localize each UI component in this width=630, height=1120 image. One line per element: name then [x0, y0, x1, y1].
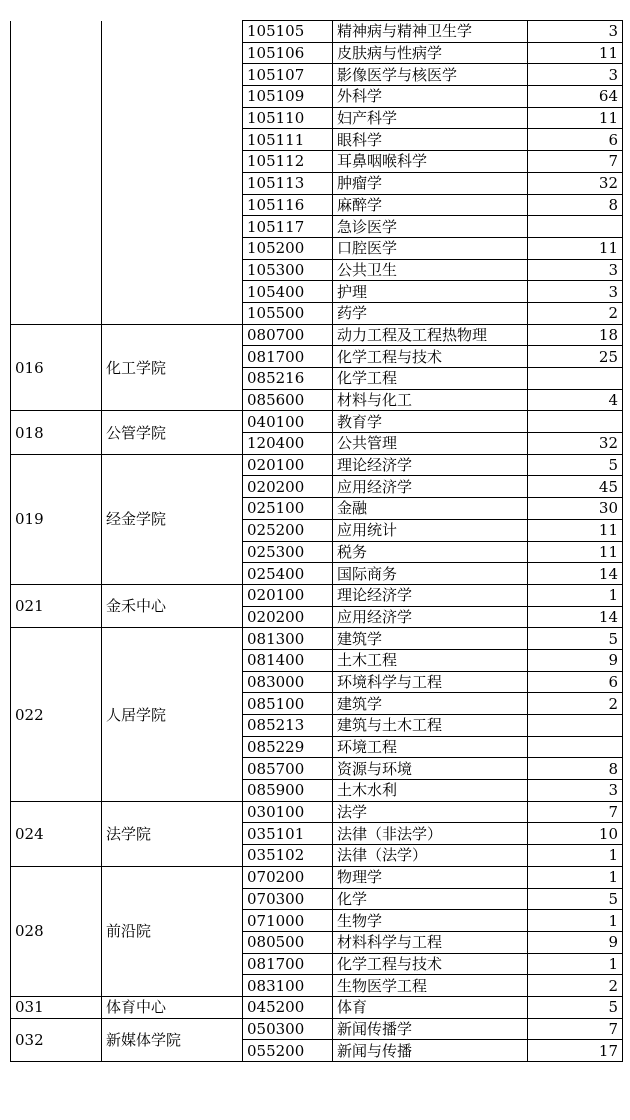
- major-code-cell: 105112: [243, 151, 333, 173]
- dept-code-cell: 028: [11, 866, 102, 996]
- major-name-cell: 教育学: [333, 411, 528, 433]
- major-code-cell: 085900: [243, 780, 333, 802]
- major-code-cell: 070200: [243, 866, 333, 888]
- major-code-cell: 055200: [243, 1040, 333, 1062]
- major-code-cell: 081700: [243, 953, 333, 975]
- major-name-cell: 口腔医学: [333, 237, 528, 259]
- major-name-cell: 税务: [333, 541, 528, 563]
- major-name-cell: 动力工程及工程热物理: [333, 324, 528, 346]
- major-code-cell: 083000: [243, 671, 333, 693]
- major-code-cell: 085600: [243, 389, 333, 411]
- major-code-cell: 035101: [243, 823, 333, 845]
- major-name-cell: 精神病与精神卫生学: [333, 21, 528, 43]
- quota-cell: 1: [528, 584, 623, 606]
- quota-cell: 32: [528, 433, 623, 455]
- quota-cell: 32: [528, 172, 623, 194]
- major-name-cell: 肿瘤学: [333, 172, 528, 194]
- quota-cell: 3: [528, 780, 623, 802]
- major-name-cell: 建筑学: [333, 628, 528, 650]
- major-code-cell: 020100: [243, 454, 333, 476]
- dept-name-cell: 公管学院: [102, 411, 243, 454]
- major-code-cell: 070300: [243, 888, 333, 910]
- quota-cell: 8: [528, 194, 623, 216]
- major-code-cell: 083100: [243, 975, 333, 997]
- major-code-cell: 105110: [243, 107, 333, 129]
- major-name-cell: 耳鼻咽喉科学: [333, 151, 528, 173]
- major-name-cell: 影像医学与核医学: [333, 64, 528, 86]
- dept-name-cell: [102, 21, 243, 325]
- quota-cell: 1: [528, 866, 623, 888]
- major-code-cell: 085216: [243, 368, 333, 390]
- major-name-cell: 应用统计: [333, 519, 528, 541]
- dept-code-cell: 032: [11, 1018, 102, 1061]
- major-code-cell: 080500: [243, 931, 333, 953]
- major-name-cell: 化学工程与技术: [333, 346, 528, 368]
- major-name-cell: 外科学: [333, 86, 528, 108]
- dept-code-cell: 018: [11, 411, 102, 454]
- quota-cell: 6: [528, 129, 623, 151]
- quota-cell: 7: [528, 1018, 623, 1040]
- quota-cell: 30: [528, 498, 623, 520]
- major-code-cell: 050300: [243, 1018, 333, 1040]
- dept-code-cell: 021: [11, 584, 102, 627]
- table-row: [11, 1018, 623, 1040]
- major-code-cell: 105113: [243, 172, 333, 194]
- major-code-cell: 105107: [243, 64, 333, 86]
- major-code-cell: 105105: [243, 21, 333, 43]
- dept-name-cell: 化工学院: [102, 324, 243, 411]
- major-name-cell: 公共管理: [333, 433, 528, 455]
- dept-name-cell: 经金学院: [102, 454, 243, 584]
- table-row: [11, 454, 623, 476]
- major-code-cell: 120400: [243, 433, 333, 455]
- major-code-cell: 071000: [243, 910, 333, 932]
- enrollment-table: [10, 20, 623, 1062]
- quota-cell: 14: [528, 606, 623, 628]
- major-name-cell: 皮肤病与性病学: [333, 42, 528, 64]
- table-row: [11, 628, 623, 650]
- major-code-cell: 105300: [243, 259, 333, 281]
- dept-code-cell: 016: [11, 324, 102, 411]
- quota-cell: 25: [528, 346, 623, 368]
- major-name-cell: 环境科学与工程: [333, 671, 528, 693]
- major-name-cell: 建筑学: [333, 693, 528, 715]
- table-row: [11, 21, 623, 43]
- quota-cell: 9: [528, 931, 623, 953]
- major-code-cell: 080700: [243, 324, 333, 346]
- major-name-cell: 急诊医学: [333, 216, 528, 238]
- quota-cell: 45: [528, 476, 623, 498]
- major-name-cell: 法学: [333, 801, 528, 823]
- dept-code-cell: 024: [11, 801, 102, 866]
- dept-code-cell: 022: [11, 628, 102, 802]
- dept-name-cell: 金禾中心: [102, 584, 243, 627]
- quota-cell: 64: [528, 86, 623, 108]
- dept-code-cell: 031: [11, 996, 102, 1018]
- quota-cell: 5: [528, 454, 623, 476]
- quota-cell: 9: [528, 649, 623, 671]
- quota-cell: [528, 368, 623, 390]
- major-name-cell: 生物医学工程: [333, 975, 528, 997]
- major-code-cell: 081400: [243, 649, 333, 671]
- quota-cell: 11: [528, 541, 623, 563]
- major-code-cell: 081700: [243, 346, 333, 368]
- table-row: [11, 996, 623, 1018]
- major-name-cell: 体育: [333, 996, 528, 1018]
- quota-cell: 6: [528, 671, 623, 693]
- quota-cell: 3: [528, 281, 623, 303]
- quota-cell: [528, 736, 623, 758]
- dept-code-cell: 019: [11, 454, 102, 584]
- major-code-cell: 025400: [243, 563, 333, 585]
- major-name-cell: 应用经济学: [333, 606, 528, 628]
- major-code-cell: 105200: [243, 237, 333, 259]
- major-name-cell: 材料与化工: [333, 389, 528, 411]
- quota-cell: 2: [528, 693, 623, 715]
- major-name-cell: 理论经济学: [333, 454, 528, 476]
- quota-cell: 1: [528, 953, 623, 975]
- major-code-cell: 105106: [243, 42, 333, 64]
- quota-cell: 5: [528, 628, 623, 650]
- major-name-cell: 新闻与传播: [333, 1040, 528, 1062]
- major-name-cell: 资源与环境: [333, 758, 528, 780]
- quota-cell: 7: [528, 151, 623, 173]
- quota-cell: 3: [528, 64, 623, 86]
- major-code-cell: 085213: [243, 715, 333, 737]
- major-code-cell: 030100: [243, 801, 333, 823]
- major-code-cell: 020200: [243, 606, 333, 628]
- major-name-cell: 土木水利: [333, 780, 528, 802]
- quota-cell: [528, 216, 623, 238]
- major-name-cell: 建筑与土木工程: [333, 715, 528, 737]
- quota-cell: 1: [528, 910, 623, 932]
- major-name-cell: 应用经济学: [333, 476, 528, 498]
- dept-name-cell: 人居学院: [102, 628, 243, 802]
- major-name-cell: 法律（非法学）: [333, 823, 528, 845]
- major-code-cell: 085100: [243, 693, 333, 715]
- major-code-cell: 081300: [243, 628, 333, 650]
- major-name-cell: 新闻传播学: [333, 1018, 528, 1040]
- major-name-cell: 化学工程与技术: [333, 953, 528, 975]
- quota-cell: 5: [528, 888, 623, 910]
- major-name-cell: 化学: [333, 888, 528, 910]
- table-row: [11, 324, 623, 346]
- major-name-cell: 土木工程: [333, 649, 528, 671]
- major-name-cell: 妇产科学: [333, 107, 528, 129]
- major-name-cell: 环境工程: [333, 736, 528, 758]
- quota-cell: 11: [528, 519, 623, 541]
- quota-cell: 1: [528, 845, 623, 867]
- major-code-cell: 045200: [243, 996, 333, 1018]
- quota-cell: 8: [528, 758, 623, 780]
- dept-name-cell: 法学院: [102, 801, 243, 866]
- major-name-cell: 法律（法学）: [333, 845, 528, 867]
- major-name-cell: 药学: [333, 302, 528, 324]
- quota-cell: 11: [528, 107, 623, 129]
- major-name-cell: 眼科学: [333, 129, 528, 151]
- dept-name-cell: 前沿院: [102, 866, 243, 996]
- major-code-cell: 105111: [243, 129, 333, 151]
- major-name-cell: 金融: [333, 498, 528, 520]
- major-name-cell: 国际商务: [333, 563, 528, 585]
- quota-cell: [528, 411, 623, 433]
- major-code-cell: 105400: [243, 281, 333, 303]
- quota-cell: 11: [528, 237, 623, 259]
- major-code-cell: 025300: [243, 541, 333, 563]
- quota-cell: 3: [528, 259, 623, 281]
- major-name-cell: 麻醉学: [333, 194, 528, 216]
- quota-cell: 2: [528, 302, 623, 324]
- major-name-cell: 护理: [333, 281, 528, 303]
- major-code-cell: 025200: [243, 519, 333, 541]
- major-code-cell: 085229: [243, 736, 333, 758]
- table-row: [11, 866, 623, 888]
- table-row: [11, 801, 623, 823]
- quota-cell: 5: [528, 996, 623, 1018]
- dept-name-cell: 体育中心: [102, 996, 243, 1018]
- quota-cell: 11: [528, 42, 623, 64]
- quota-cell: 2: [528, 975, 623, 997]
- quota-cell: 4: [528, 389, 623, 411]
- major-name-cell: 化学工程: [333, 368, 528, 390]
- quota-cell: [528, 715, 623, 737]
- table-row: [11, 584, 623, 606]
- major-name-cell: 理论经济学: [333, 584, 528, 606]
- major-code-cell: 020200: [243, 476, 333, 498]
- quota-cell: 3: [528, 21, 623, 43]
- major-name-cell: 公共卫生: [333, 259, 528, 281]
- major-code-cell: 105117: [243, 216, 333, 238]
- major-code-cell: 105116: [243, 194, 333, 216]
- major-code-cell: 020100: [243, 584, 333, 606]
- dept-code-cell: [11, 21, 102, 325]
- major-code-cell: 035102: [243, 845, 333, 867]
- major-name-cell: 材料科学与工程: [333, 931, 528, 953]
- major-code-cell: 105500: [243, 302, 333, 324]
- table-row: [11, 411, 623, 433]
- quota-cell: 17: [528, 1040, 623, 1062]
- major-code-cell: 025100: [243, 498, 333, 520]
- quota-cell: 10: [528, 823, 623, 845]
- quota-cell: 14: [528, 563, 623, 585]
- major-code-cell: 085700: [243, 758, 333, 780]
- major-code-cell: 105109: [243, 86, 333, 108]
- quota-cell: 18: [528, 324, 623, 346]
- major-name-cell: 生物学: [333, 910, 528, 932]
- table-body: [11, 21, 623, 1062]
- quota-cell: 7: [528, 801, 623, 823]
- dept-name-cell: 新媒体学院: [102, 1018, 243, 1061]
- major-name-cell: 物理学: [333, 866, 528, 888]
- major-code-cell: 040100: [243, 411, 333, 433]
